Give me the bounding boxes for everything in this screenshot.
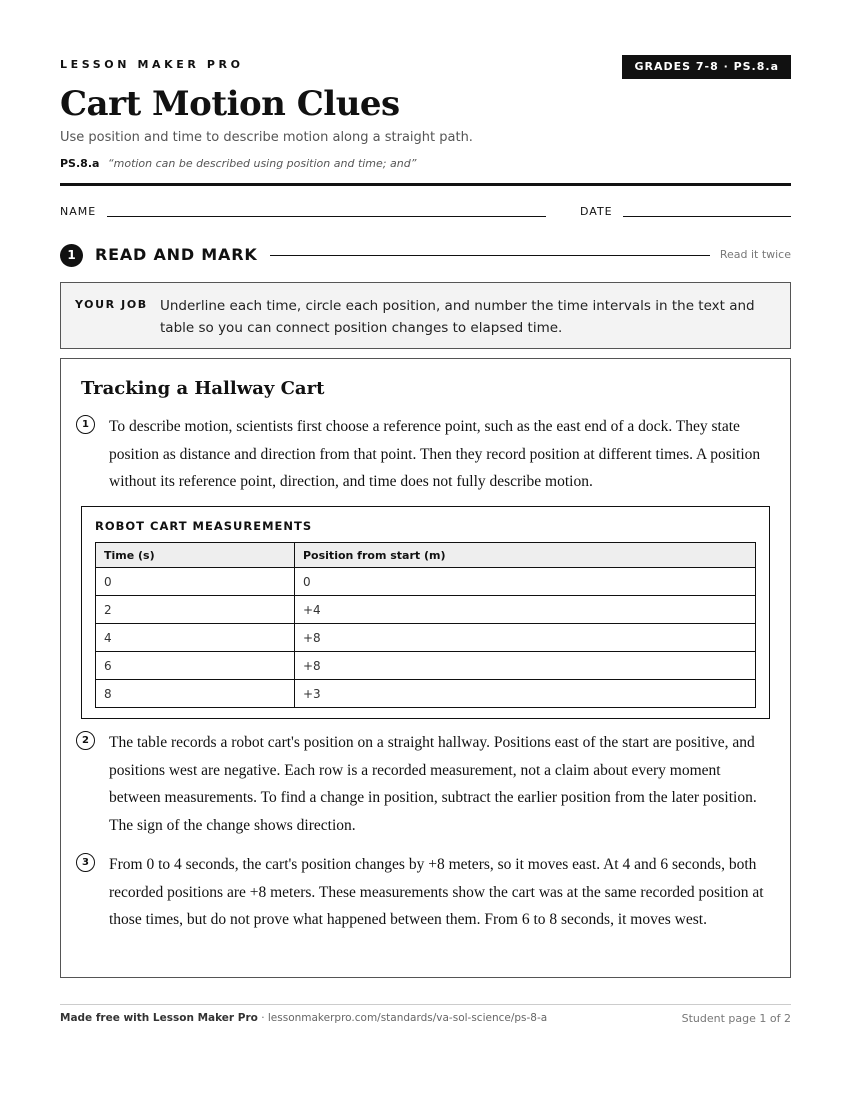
name-label: NAME (60, 205, 97, 218)
standard-code: PS.8.a (60, 157, 100, 170)
job-label: YOUR JOB (75, 298, 148, 311)
table-cell: +3 (295, 680, 756, 708)
table-row (96, 652, 756, 680)
column-header: Position from start (m) (295, 543, 756, 568)
section-note: Read it twice (719, 248, 791, 261)
measurements-table (95, 542, 756, 708)
table-cell: +8 (295, 624, 756, 652)
page-title: Cart Motion Clues (60, 84, 400, 124)
table-cell: 6 (96, 652, 295, 680)
table-cell: 8 (96, 680, 295, 708)
footer-credit (60, 1012, 547, 1024)
header-divider (60, 183, 791, 186)
table-row (96, 680, 756, 708)
section-title: READ AND MARK (95, 245, 258, 264)
table-cell: +8 (295, 652, 756, 680)
measurements-table-box (81, 506, 770, 719)
paragraph (76, 729, 766, 839)
paragraph (76, 851, 766, 934)
paragraph-text: The table records a robot cart's position on a straight hallway. Positions east of the start are positive, and positions west are negative. Each row is a recorded measurement, not a claim about every moment between measurements. To find a change in position, subtract the earlier position from the later position. The sign of the change shows direction. (109, 734, 757, 834)
name-field[interactable] (107, 216, 546, 217)
job-text: Underline each time, circle each position, and number the time intervals in the text and table so you can connect position changes to elapsed time. (160, 298, 755, 336)
table-row (96, 596, 756, 624)
footer-made-with: Made free with Lesson Maker Pro (60, 1012, 258, 1024)
table-cell: +4 (295, 596, 756, 624)
table-cell: 0 (96, 568, 295, 596)
grade-badge: GRADES 7-8 · PS.8.a (622, 55, 791, 79)
table-row (96, 624, 756, 652)
table-row (96, 568, 756, 596)
footer-page-number: Student page 1 of 2 (681, 1012, 791, 1025)
reading-title: Tracking a Hallway Cart (81, 378, 325, 399)
column-header: Time (s) (96, 543, 295, 568)
table-caption: ROBOT CART MEASUREMENTS (95, 519, 313, 533)
table-cell: 4 (96, 624, 295, 652)
table-cell: 0 (295, 568, 756, 596)
paragraph (76, 413, 766, 496)
brand-name: LESSON MAKER PRO (60, 58, 244, 71)
standard-line (60, 157, 416, 170)
table-header-row (96, 543, 756, 568)
paragraph-number: 2 (76, 731, 95, 750)
paragraph-text: From 0 to 4 seconds, the cart's position changes by +8 meters, so it moves east. At 4 and 6 seconds, both recorded positions are +8 meters. These measurements show the cart was at the same recorded position at those times, but do not prove what happened between them. From 6 to 8 seconds, it moves west. (109, 856, 764, 928)
paragraph-number: 1 (76, 415, 95, 434)
paragraph-text: To describe motion, scientists first choose a reference point, such as the east end of a dock. They state position as distance and direction from that point. Then they record position at different times. A position without its reference point, direction, and time does not fully describe motion. (109, 418, 761, 490)
date-label: DATE (580, 205, 613, 218)
paragraph-number: 3 (76, 853, 95, 872)
job-instructions-box (60, 282, 791, 349)
page-subtitle: Use position and time to describe motion along a straight path. (60, 130, 473, 145)
section-number-badge: 1 (60, 244, 83, 267)
section-divider (270, 255, 710, 256)
footer-url[interactable]: · lessonmakerpro.com/standards/va-sol-science/ps-8-a (257, 1012, 548, 1024)
date-field[interactable] (623, 216, 791, 217)
standard-quote: “motion can be described using position and time; and” (107, 157, 417, 170)
reading-passage (60, 358, 791, 978)
footer-divider (60, 1004, 791, 1005)
table-cell: 2 (96, 596, 295, 624)
